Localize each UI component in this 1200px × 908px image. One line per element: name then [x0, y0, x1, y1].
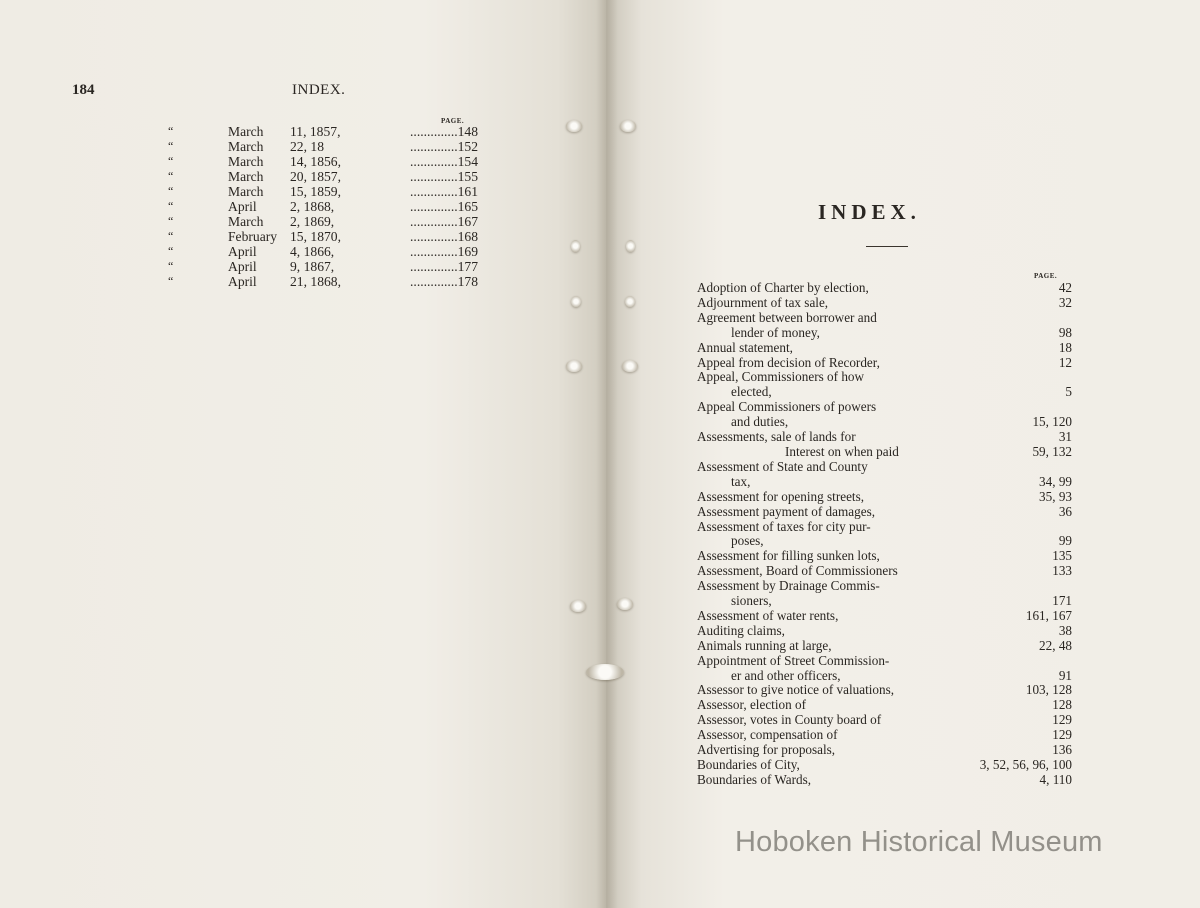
- list-item: [697, 743, 1072, 758]
- entry-text: [697, 430, 943, 445]
- list-item: [697, 683, 1072, 698]
- entry-page: 169: [457, 244, 478, 259]
- list-item: [697, 505, 1072, 520]
- entry-continuation: tax,: [731, 473, 751, 489]
- entry-page: 177: [457, 259, 478, 274]
- entry-heading: Assessor, election of: [697, 697, 806, 713]
- museum-watermark: Hoboken Historical Museum: [735, 826, 1103, 858]
- entry-pages: 98: [1058, 324, 1072, 340]
- entry-heading: Appointment of Street Commission-: [697, 652, 890, 668]
- title-rule: [866, 246, 908, 247]
- entry-pages: 12: [1058, 354, 1072, 370]
- dot-leader: ..............: [410, 214, 458, 229]
- entry-date: 15, 1859,: [290, 184, 341, 199]
- dot-leader: ..............: [410, 124, 458, 139]
- entry-pages: 38: [1058, 622, 1072, 638]
- list-item: [168, 184, 478, 199]
- entry-text: [697, 758, 943, 773]
- binding-hole: [566, 360, 582, 372]
- entry-date: 4, 1866,: [290, 244, 335, 259]
- dot-leader: ..............: [410, 274, 458, 289]
- list-item: [168, 169, 478, 184]
- entry-heading: Assessment payment of damages,: [697, 503, 875, 519]
- list-item: [697, 520, 1072, 550]
- entry-heading: Adjournment of tax sale,: [697, 294, 829, 310]
- entry-text: [697, 564, 943, 579]
- ditto-mark: “: [168, 139, 174, 153]
- entry-text: [697, 549, 943, 564]
- dot-leader: ..............: [410, 244, 458, 259]
- entry-page: 155: [457, 169, 478, 184]
- entry-date: 15, 1870,: [290, 229, 341, 244]
- entry-heading: Assessment by Drainage Commis-: [697, 578, 880, 594]
- entry-text: [697, 505, 943, 520]
- entry-heading: Boundaries of City,: [697, 757, 800, 772]
- list-item: [168, 259, 478, 274]
- binding-hole: [571, 240, 580, 252]
- entry-text: [697, 683, 943, 698]
- ditto-mark: “: [168, 184, 174, 198]
- entry-pages: 129: [1052, 727, 1072, 743]
- entry-heading: Assessments, sale of lands for: [697, 429, 856, 445]
- entry-page: 161: [457, 184, 478, 199]
- bleed-through-text: [150, 290, 590, 810]
- ditto-mark: “: [168, 154, 174, 168]
- entry-pages: 34, 99: [1039, 473, 1072, 489]
- ditto-mark: “: [168, 244, 174, 258]
- entry-text: [697, 281, 943, 296]
- entry-page: 148: [457, 124, 478, 139]
- entry-month: April: [228, 244, 257, 259]
- list-item: [697, 341, 1072, 356]
- list-item: [697, 609, 1072, 624]
- list-item: [697, 758, 1072, 773]
- entry-month: April: [228, 274, 257, 289]
- list-item: [168, 139, 478, 154]
- entry-heading: Annual statement,: [697, 339, 793, 355]
- entry-date: 2, 1868,: [290, 199, 335, 214]
- list-item: [697, 430, 1072, 445]
- entry-pages: 5: [1065, 384, 1072, 400]
- entry-text: [697, 400, 943, 430]
- entry-heading: Assessment, Board of Commissioners: [697, 563, 898, 579]
- page-number: 184: [72, 82, 95, 98]
- list-item: [697, 490, 1072, 505]
- entry-pages: 15, 120: [1032, 414, 1072, 430]
- entry-text: [697, 728, 943, 743]
- list-item: [168, 154, 478, 169]
- ditto-mark: “: [168, 274, 174, 288]
- binding-hole: [570, 600, 586, 612]
- entry-continuation: lender of money,: [731, 324, 820, 340]
- entry-pages: 135: [1052, 548, 1072, 564]
- list-item: [697, 639, 1072, 654]
- ditto-mark: “: [168, 124, 174, 138]
- entry-heading: Appeal, Commissioners of how: [697, 369, 865, 385]
- list-item: [697, 698, 1072, 713]
- ditto-mark: “: [168, 169, 174, 183]
- entry-pages: 128: [1052, 697, 1072, 713]
- entry-heading: Advertising for proposals,: [697, 742, 836, 758]
- entry-text: [697, 773, 943, 788]
- list-item: [697, 624, 1072, 639]
- entry-month: March: [228, 139, 264, 154]
- list-item: [168, 199, 478, 214]
- ditto-mark: “: [168, 259, 174, 273]
- entry-text: [697, 296, 943, 311]
- entry-pages: 42: [1058, 280, 1072, 295]
- entry-page: 178: [457, 274, 478, 289]
- entry-date: 2, 1869,: [290, 214, 335, 229]
- entry-month: March: [228, 184, 264, 199]
- entry-pages: 161, 167: [1025, 607, 1072, 623]
- entry-text: [697, 624, 943, 639]
- entry-pages: 103, 128: [1025, 682, 1072, 698]
- list-item: [168, 244, 478, 259]
- entry-page: 168: [457, 229, 478, 244]
- entry-text: [697, 490, 943, 505]
- entry-text: [697, 579, 943, 609]
- entry-heading: Assessor, compensation of: [697, 727, 838, 743]
- entry-heading: Assessment of State and County: [697, 458, 868, 474]
- list-item: [168, 124, 478, 139]
- entry-heading: Assessment for filling sunken lots,: [697, 548, 880, 564]
- entry-pages: 32: [1058, 294, 1072, 310]
- entry-text: [697, 743, 943, 758]
- entry-month: March: [228, 169, 264, 184]
- book-gutter: [596, 0, 618, 908]
- entry-pages: 129: [1052, 712, 1072, 728]
- entry-month: March: [228, 124, 264, 139]
- entry-month: March: [228, 154, 264, 169]
- entry-heading: Agreement between borrower and: [697, 309, 877, 325]
- entry-heading: Assessor to give notice of valuations,: [697, 682, 895, 698]
- ditto-mark: “: [168, 214, 174, 228]
- entry-heading: Appeal from decision of Recorder,: [697, 354, 880, 370]
- entry-continuation: and duties,: [731, 414, 789, 430]
- entry-text: [697, 445, 943, 460]
- list-item: [697, 773, 1072, 788]
- entry-text: [697, 654, 943, 684]
- subject-index-list: [697, 281, 1072, 788]
- entry-date: 21, 1868,: [290, 274, 341, 289]
- entry-page: 152: [457, 139, 478, 154]
- entry-text: [697, 520, 943, 550]
- entry-date: 22, 18: [290, 139, 324, 154]
- list-item: [697, 281, 1072, 296]
- entry-heading: Boundaries of Wards,: [697, 771, 812, 787]
- binding-hole: [622, 360, 638, 372]
- entry-page: 154: [457, 154, 478, 169]
- entry-heading: Assessment for opening streets,: [697, 488, 865, 504]
- binding-hole: [617, 598, 633, 610]
- entry-pages: 59, 132: [1032, 443, 1072, 459]
- entry-pages: 171: [1052, 593, 1072, 609]
- entry-continuation: Interest on when paid: [785, 443, 899, 459]
- entry-date: 20, 1857,: [290, 169, 341, 184]
- entry-pages: 22, 48: [1039, 637, 1072, 653]
- binding-hole: [625, 296, 635, 307]
- dot-leader: ..............: [410, 139, 458, 154]
- list-item: [168, 214, 478, 229]
- dot-leader: ..............: [410, 259, 458, 274]
- ditto-mark: “: [168, 229, 174, 243]
- entry-text: [697, 639, 943, 654]
- entry-text: [697, 460, 943, 490]
- list-item: [697, 549, 1072, 564]
- running-head: INDEX.: [292, 82, 346, 98]
- entry-text: [697, 341, 943, 356]
- entry-continuation: sioners,: [731, 593, 772, 609]
- entry-text: [697, 311, 943, 341]
- page-column-label: PAGE.: [1034, 272, 1058, 280]
- entry-text: [697, 370, 943, 400]
- entry-page: 165: [457, 199, 478, 214]
- entry-pages: 31: [1058, 429, 1072, 445]
- entry-pages: 3, 52, 56, 96, 100: [979, 757, 1072, 772]
- entry-pages: 99: [1058, 533, 1072, 549]
- dot-leader: ..............: [410, 154, 458, 169]
- binding-hole: [566, 120, 582, 132]
- entry-pages: 18: [1058, 339, 1072, 355]
- entry-heading: Auditing claims,: [697, 622, 785, 638]
- dot-leader: ..............: [410, 229, 458, 244]
- list-item: [697, 579, 1072, 609]
- entry-heading: Assessment of taxes for city pur-: [697, 518, 871, 534]
- entry-date: 9, 1867,: [290, 259, 335, 274]
- ditto-mark: “: [168, 199, 174, 213]
- entry-pages: 136: [1052, 742, 1072, 758]
- entry-heading: Assessment of water rents,: [697, 607, 839, 623]
- entry-page: 167: [457, 214, 478, 229]
- entry-continuation: poses,: [731, 533, 764, 549]
- entry-continuation: elected,: [731, 384, 772, 400]
- entry-date: 11, 1857,: [290, 124, 341, 139]
- entry-pages: 35, 93: [1039, 488, 1072, 504]
- binding-hole: [571, 296, 581, 307]
- entry-pages: 91: [1058, 667, 1072, 683]
- entry-continuation: er and other officers,: [731, 667, 841, 683]
- entry-heading: Assessor, votes in County board of: [697, 712, 882, 728]
- list-item: [697, 311, 1072, 341]
- entry-heading: Adoption of Charter by election,: [697, 280, 869, 295]
- entry-heading: Appeal Commissioners of powers: [697, 399, 877, 415]
- entry-month: February: [228, 229, 278, 244]
- list-item: [697, 654, 1072, 684]
- entry-pages: 36: [1058, 503, 1072, 519]
- entry-month: March: [228, 214, 264, 229]
- binding-hole: [620, 120, 636, 132]
- entry-text: [697, 609, 943, 624]
- list-item: [697, 460, 1072, 490]
- list-item: [697, 713, 1072, 728]
- entry-heading: Animals running at large,: [697, 637, 832, 653]
- list-item: [697, 400, 1072, 430]
- date-index-list: [168, 124, 478, 289]
- entry-text: [697, 713, 943, 728]
- dot-leader: ..............: [410, 199, 458, 214]
- entry-pages: 4, 110: [1039, 771, 1072, 787]
- binding-hole: [626, 240, 635, 252]
- list-item: [697, 728, 1072, 743]
- entry-month: April: [228, 199, 257, 214]
- page-column-label: PAGE.: [441, 117, 465, 125]
- index-title: INDEX.: [818, 200, 921, 224]
- entry-text: [697, 698, 943, 713]
- list-item: [697, 564, 1072, 579]
- entry-month: April: [228, 259, 257, 274]
- dot-leader: ..............: [410, 169, 458, 184]
- list-item: [697, 356, 1072, 371]
- list-item: [168, 229, 478, 244]
- list-item: [697, 296, 1072, 311]
- list-item: [697, 445, 1072, 460]
- entry-text: [697, 356, 943, 371]
- entry-pages: 133: [1052, 563, 1072, 579]
- binding-tear: [586, 664, 624, 680]
- dot-leader: ..............: [410, 184, 458, 199]
- list-item: [697, 370, 1072, 400]
- entry-date: 14, 1856,: [290, 154, 341, 169]
- list-item: [168, 274, 478, 289]
